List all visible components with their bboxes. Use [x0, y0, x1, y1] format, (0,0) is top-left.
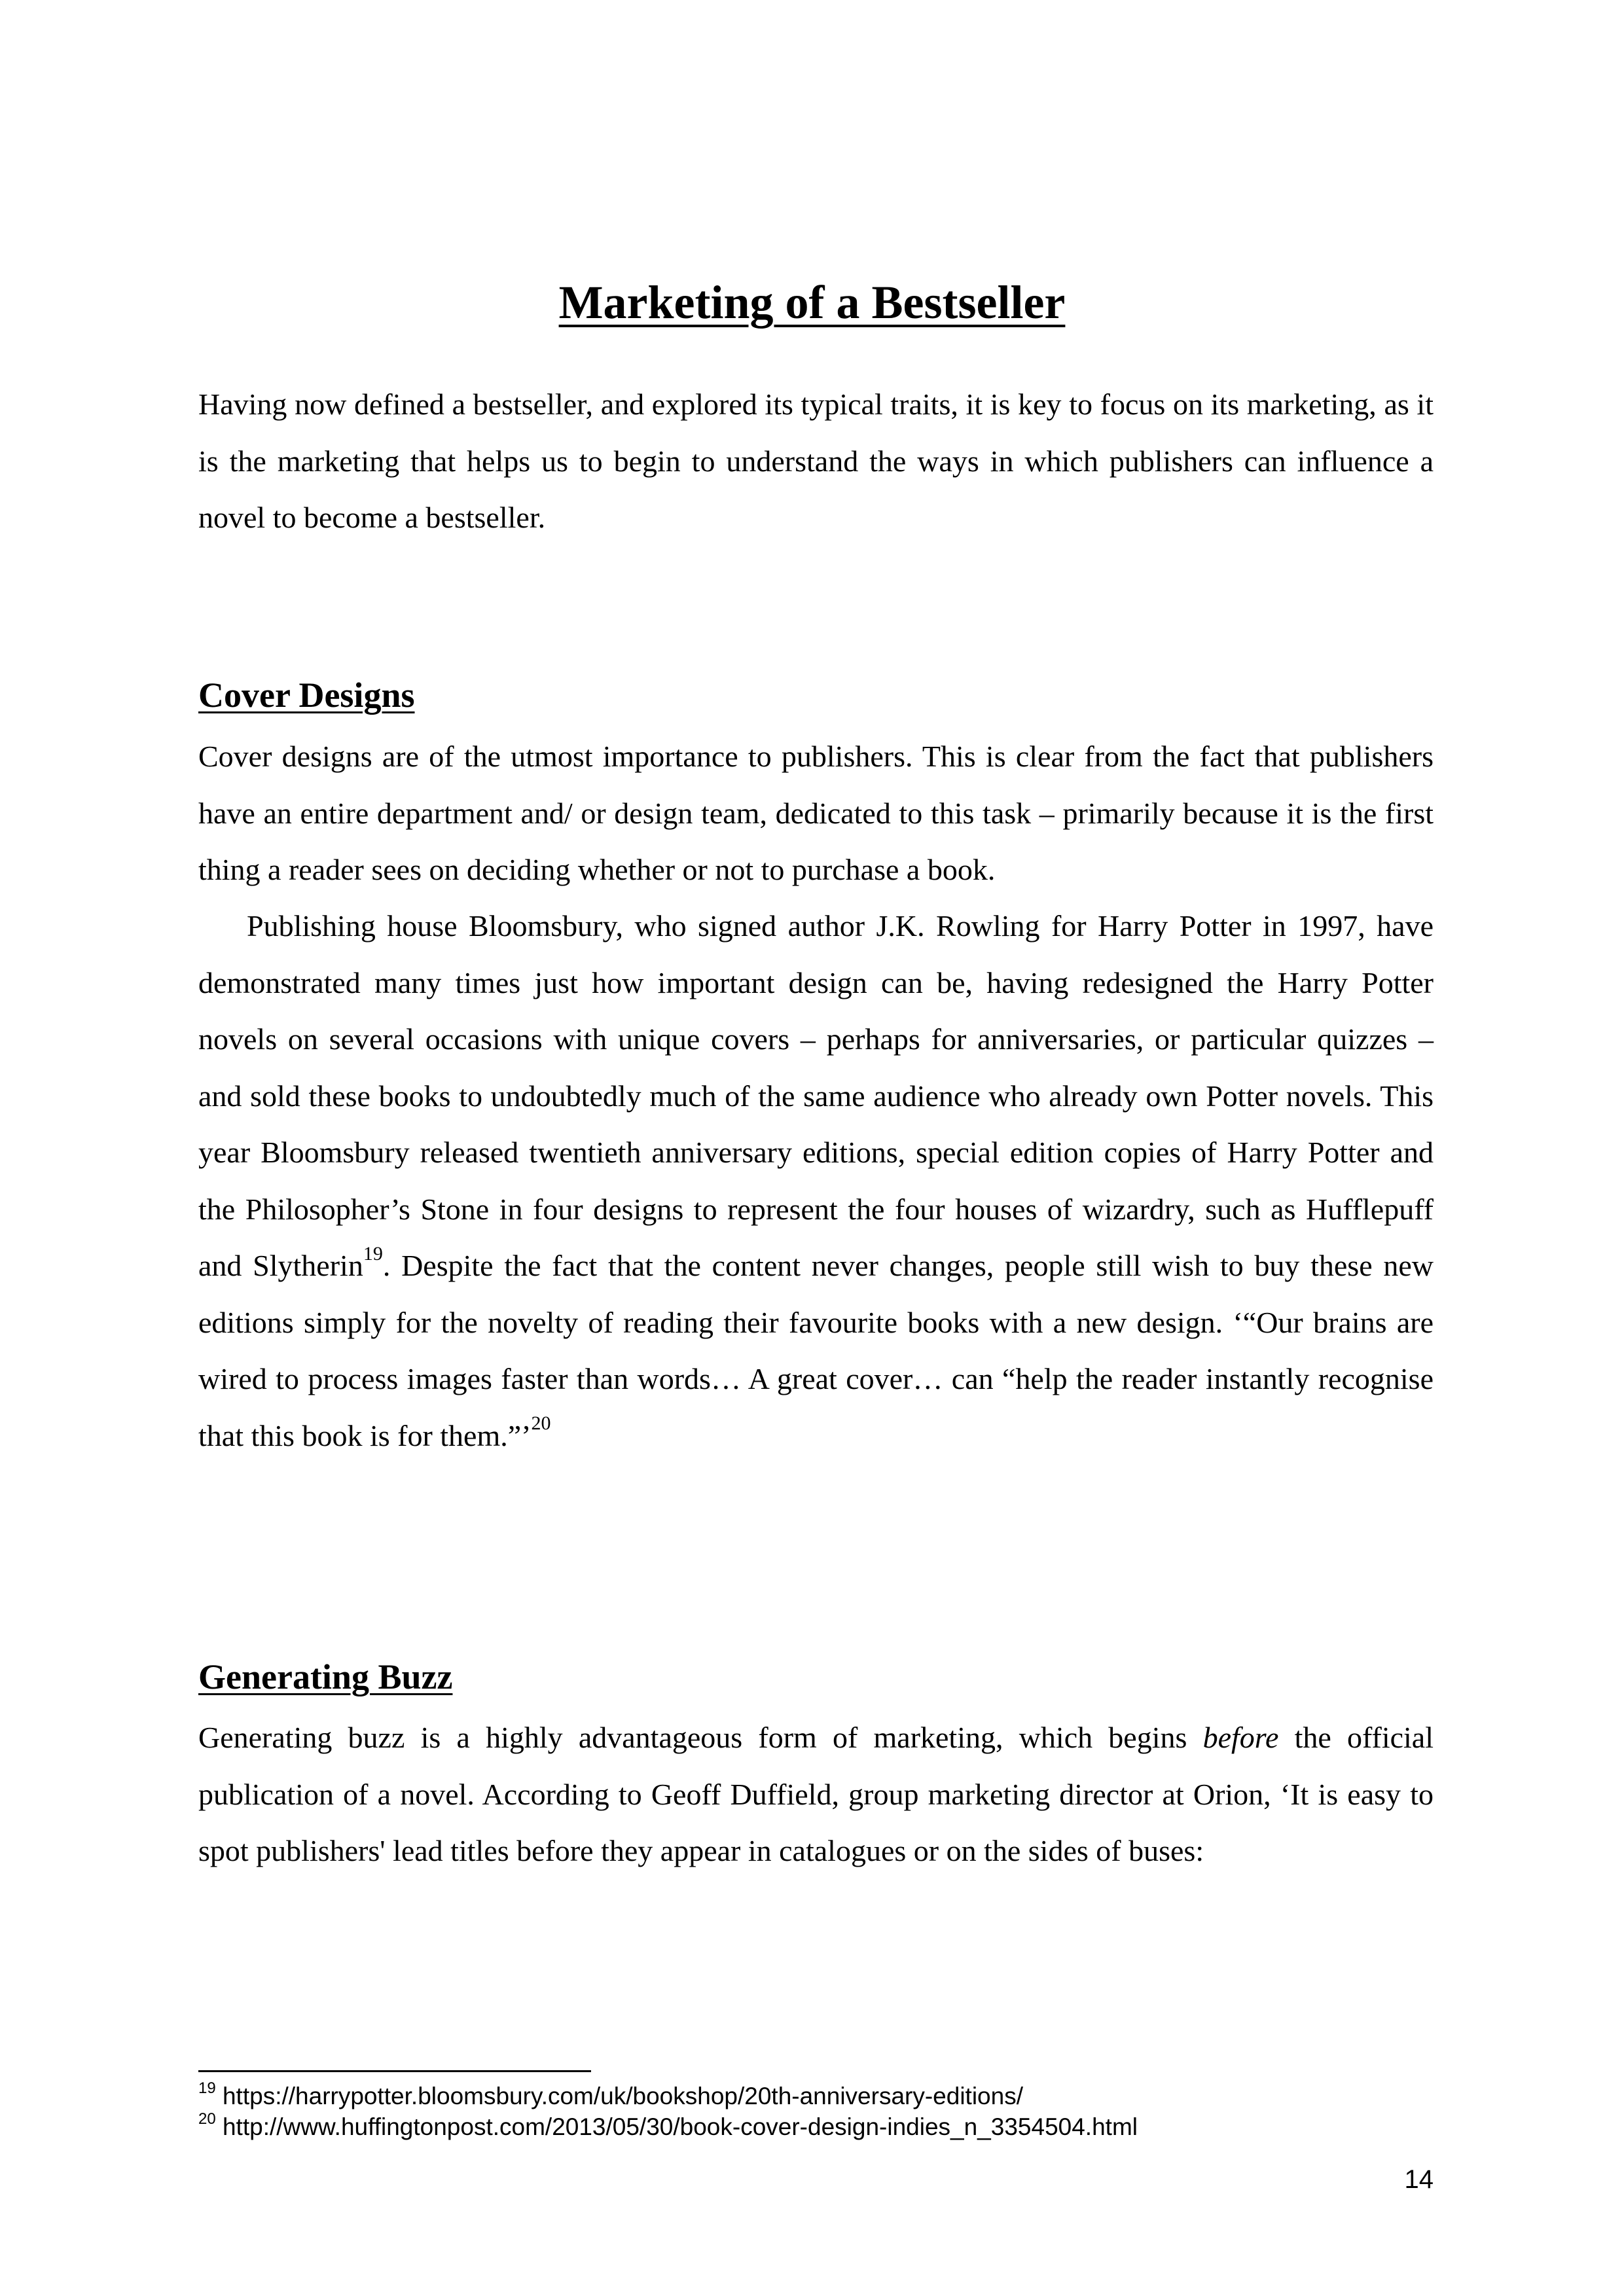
footnote-number: 19: [198, 2079, 216, 2097]
generating-buzz-text-b: the official publication of a novel. According to Geoff Duffield, group marketing director at Orion, ‘It is easy to spot publishers' lead titles before they appear in catalogues or on the sides of buses:: [198, 1721, 1434, 1867]
generating-buzz-paragraph-1: [198, 1710, 1434, 1880]
cover-designs-paragraph-2-text: Publishing house Bloomsbury, who signed author J.K. Rowling for Harry Potter in 1997, have demonstrated many times just how important design can be, having redesigned the Harry Potter novels on several occasions with unique covers – perhaps for anniversaries, or particular quizzes – and sold these books to undoubtedly much of the same audience who already own Potter novels. This year Bloomsbury released twentieth anniversary editions, special edition copies of Harry Potter and the Philosopher’s Stone in four designs to represent the four houses of wizardry, such as Hufflepuff and Slytherin: [198, 909, 1434, 1282]
section-heading-generating-buzz: Generating Buzz: [198, 1657, 453, 1696]
cover-designs-paragraph-2: [198, 898, 1434, 1464]
footnote-ref-20: 20: [531, 1412, 551, 1435]
cover-designs-paragraph-1: Cover designs are of the utmost importance to publishers. This is clear from the fact that publishers have an entire department and/ or design team, dedicated to this task – primarily because it is the first thing a reader sees on deciding whether or not to purchase a book.: [198, 740, 1434, 886]
section-heading-cover-designs: Cover Designs: [198, 675, 415, 715]
footnote-20: [198, 2111, 1138, 2144]
footnote-url[interactable]: http://www.huffingtonpost.com/2013/05/30/book-cover-design-indies_n_3354504.html: [222, 2113, 1138, 2140]
page-title: Marketing of a Bestseller: [558, 276, 1066, 329]
footnote-19: [198, 2080, 1023, 2113]
intro-paragraph: Having now defined a bestseller, and explored its typical traits, it is key to focus on its marketing, as it is the marketing that helps us to begin to understand the ways in which publishers can influence a novel to become a bestseller.: [198, 387, 1434, 534]
footnote-separator: [198, 2070, 591, 2072]
footnote-number: 20: [198, 2109, 216, 2128]
generating-buzz-emphasis: before: [1202, 1721, 1279, 1754]
footnote-url[interactable]: https://harrypotter.bloomsbury.com/uk/bookshop/20th-anniversary-editions/: [222, 2083, 1023, 2109]
cover-designs-paragraph-2-continued: . Despite the fact that the content never changes, people still wish to buy these new editions simply for the novelty of reading their favourite books with a new design. ‘“Our brains are wired to process images faster than words… A great cover… can “help the reader instantly recognise that this book is for them.”’: [198, 1249, 1434, 1452]
footnote-ref-19: 19: [363, 1242, 383, 1265]
page-number: 14: [1404, 2165, 1434, 2194]
generating-buzz-text-a: Generating buzz is a highly advantageous form of marketing, which begins: [198, 1721, 1203, 1754]
